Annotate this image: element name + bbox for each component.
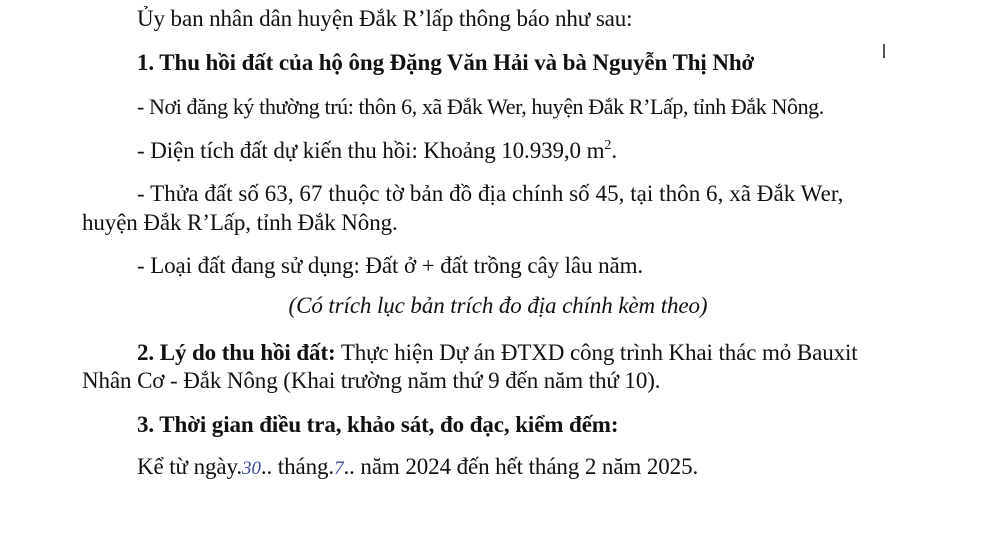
area-superscript: 2 (604, 138, 612, 153)
section2-line-2: Nhân Cơ - Đắk Nông (Khai trường năm thứ 9 đến năm thứ 10). (82, 368, 661, 393)
residence-text: - Nơi đăng ký thường trú: thôn 6, xã Đắk Wer, huyện Đắk R’Lấp, tỉnh Đắk Nông. (137, 94, 824, 119)
time-suffix: .. năm 2024 đến hết tháng 2 năm 2025. (343, 454, 699, 479)
handwritten-month: 7 (334, 458, 344, 479)
parcel-line-2: huyện Đắk R’Lấp, tỉnh Đắk Nông. (82, 210, 398, 235)
survey-time-text (137, 452, 698, 484)
attachment-note: (Có trích lục bản trích đo địa chính kèm theo) (288, 293, 708, 318)
area-prefix: - Diện tích đất dự kiến thu hồi: Khoảng 10.939,0 m (137, 138, 605, 163)
section2-line-1 (137, 338, 858, 368)
handwritten-day: 30 (242, 458, 261, 479)
parcel-line-1: - Thửa đất số 63, 67 thuộc tờ bản đồ địa chính số 45, tại thôn 6, xã Đắk Wer, (137, 181, 844, 206)
section2-reason: Thực hiện Dự án ĐTXD công trình Khai thác mỏ Bauxit (335, 340, 858, 365)
time-middle: .. tháng. (260, 454, 335, 479)
area-text (137, 136, 617, 166)
time-prefix: Kể từ ngày. (137, 454, 243, 479)
section2-heading: 2. Lý do thu hồi đất: (137, 340, 336, 365)
intro-text: Ủy ban nhân dân huyện Đắk R’lấp thông báo như sau: (137, 6, 633, 31)
section1-heading: 1. Thu hồi đất của hộ ông Đặng Văn Hải và bà Nguyễn Thị Nhở (137, 50, 755, 75)
section3-heading: 3. Thời gian điều tra, khảo sát, đo đạc, kiểm đếm: (137, 412, 619, 437)
land-type-text: - Loại đất đang sử dụng: Đất ở + đất trồng cây lâu năm. (137, 253, 644, 278)
area-suffix: . (611, 138, 617, 163)
margin-mark (883, 44, 885, 58)
